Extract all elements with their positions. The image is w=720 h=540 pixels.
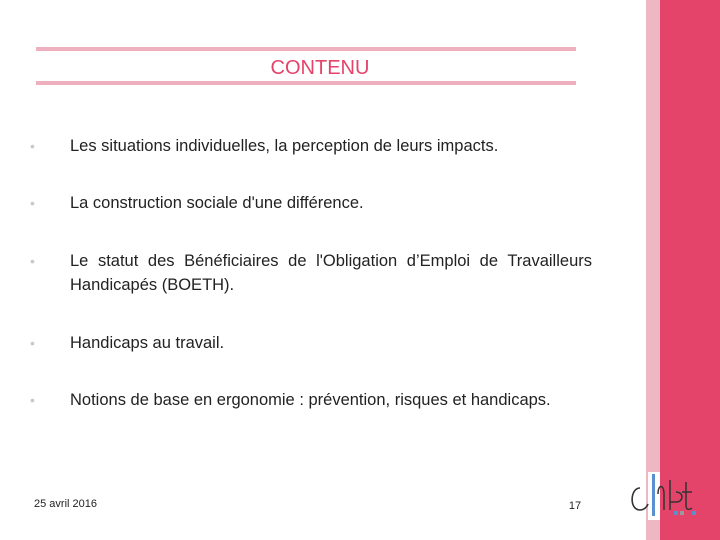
title-rule-bottom [36,81,576,85]
bullet-icon: • [30,138,35,154]
bullet-item [30,331,592,355]
bullet-item [30,388,592,412]
cnfpt-logo-icon [624,470,710,522]
bullet-text: La construction sociale d'une différence. [70,194,364,212]
title-rule-top [36,47,576,51]
bullet-icon: • [30,253,35,269]
bullet-text: Notions de base en ergonomie : prévention, risques et handicaps. [70,391,551,409]
footer-date: 25 avril 2016 [34,498,97,510]
bullet-icon: • [30,335,35,351]
bullet-text: Handicaps au travail. [70,334,225,352]
side-rail-light [646,0,660,540]
bullet-item [30,191,592,215]
slide-title: CONTENU [270,57,370,79]
bullet-icon: • [30,392,35,408]
bullet-icon: • [30,195,35,211]
bullet-text: Les situations individuelles, la perception de leurs impacts. [70,137,499,155]
side-rail-accent [660,0,720,540]
bullet-item [30,249,592,297]
bullet-item [30,134,592,158]
bullet-text: Le statut des Bénéficiaires de l'Obligation d’Emploi de Travailleurs Handicapés (BOETH). [70,252,592,294]
page-number: 17 [568,500,582,512]
